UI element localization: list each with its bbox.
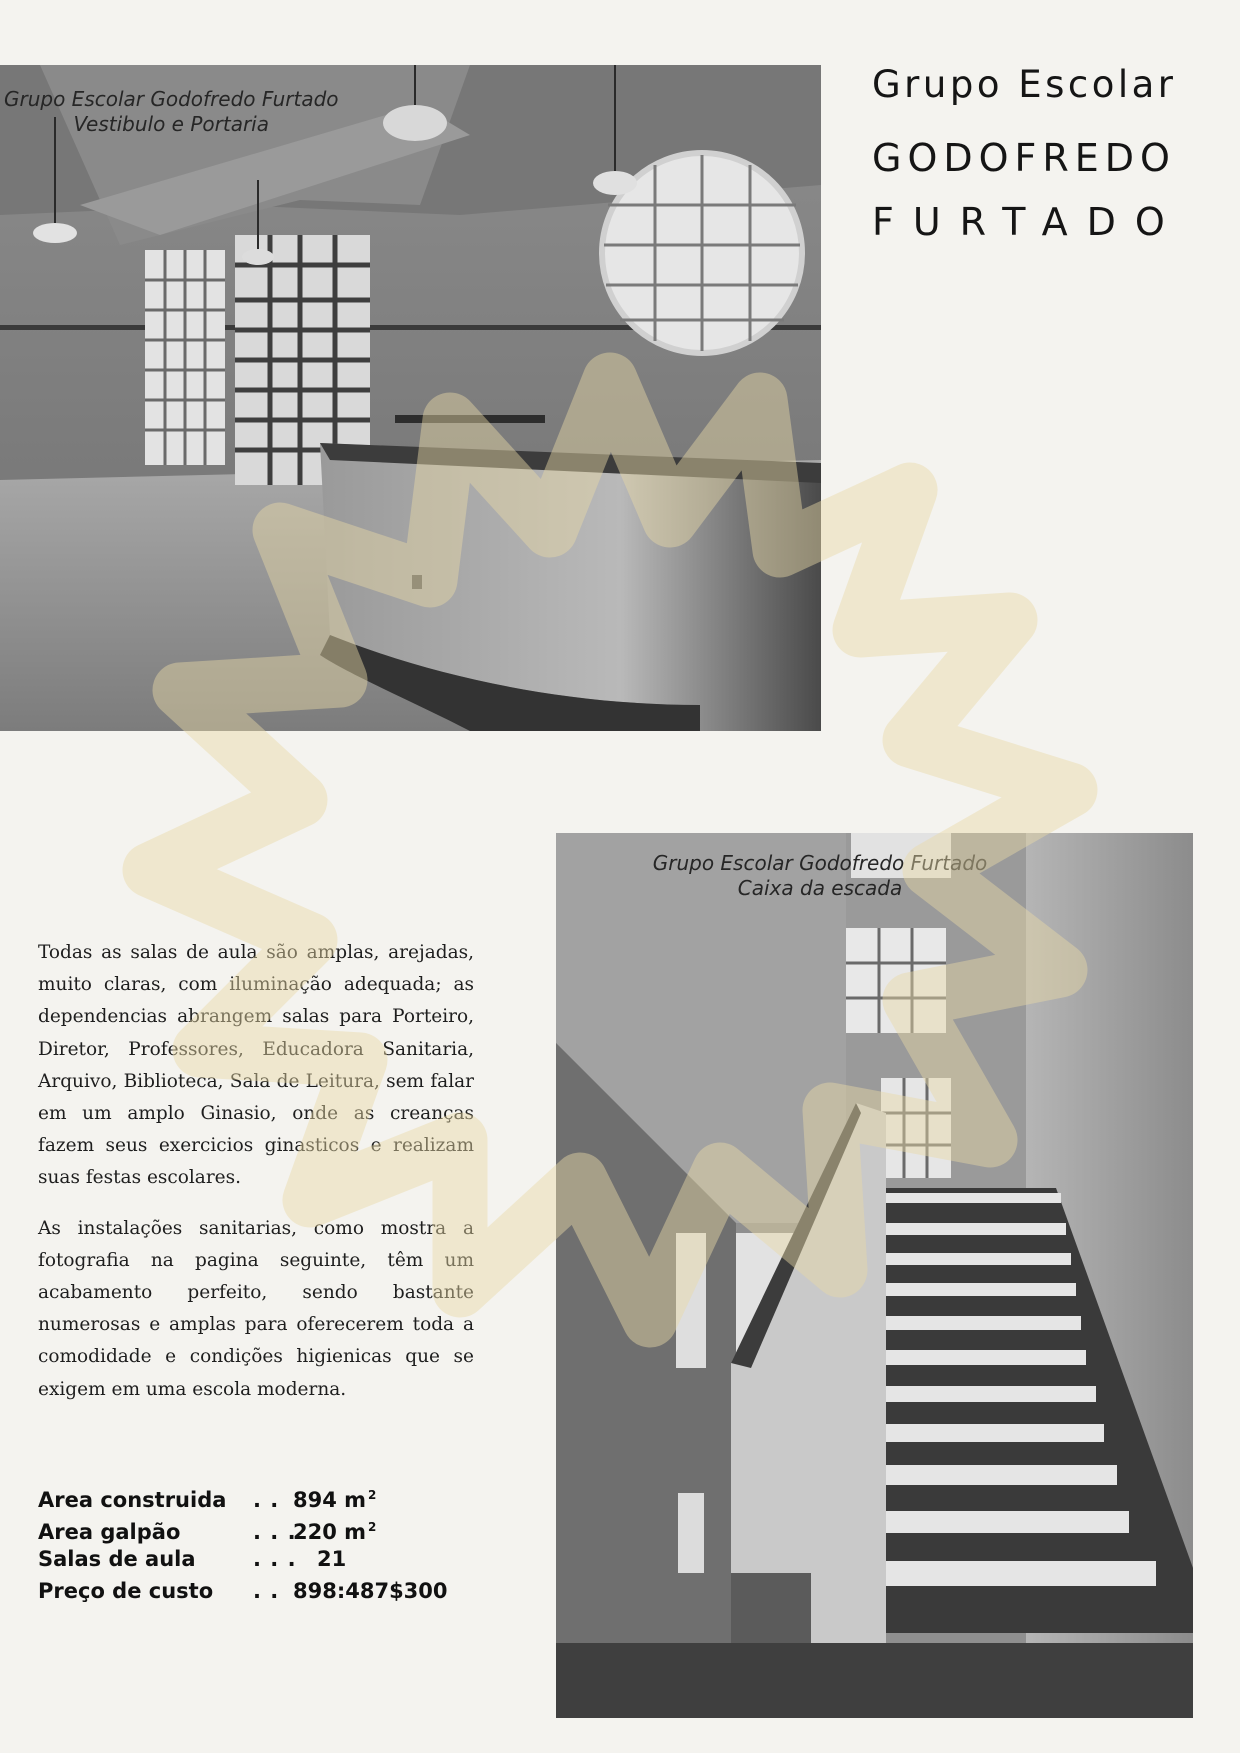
- paragraph-1: Todas as salas de aula são amplas, arejadas, muito claras, com iluminação adequada; as dependencias abrangem salas para Porteiro, Diretor, Professores, Educadora Sanitaria, Arquivo, Biblioteca, Sala de Leitura, sem falar em um amplo Ginasio, onde as creanças fazem seus exercicios ginasticos e realizam suas festas escolares.: [38, 942, 474, 1189]
- stat-unit-sup: 2: [368, 1488, 377, 1502]
- stat-value-text: 21: [317, 1547, 347, 1571]
- stat-value-text: 894 m: [293, 1488, 367, 1512]
- stat-row-salas-de-aula: [38, 1543, 478, 1575]
- stats-table: [38, 1479, 478, 1607]
- stat-label: Area construida: [38, 1488, 227, 1512]
- photo-caixa-da-escada: [556, 833, 1193, 1718]
- stat-value: [293, 1543, 478, 1575]
- photo-top-caption: [4, 87, 339, 137]
- stat-dots: . .: [253, 1488, 280, 1512]
- stat-row-preco-de-custo: [38, 1575, 478, 1607]
- body-text: [38, 937, 474, 1424]
- stat-label: Preço de custo: [38, 1579, 214, 1603]
- stat-label: Area galpão: [38, 1520, 181, 1544]
- stat-row-area-construida: [38, 1479, 478, 1511]
- staircase-illustration: [556, 833, 1193, 1718]
- page-title: [872, 56, 1192, 254]
- title-line-3: FURTADO: [872, 200, 1184, 244]
- stat-dots: . . .: [253, 1547, 297, 1571]
- title-line-1: Grupo Escolar: [872, 63, 1177, 106]
- stat-value: [293, 1575, 478, 1607]
- stat-value-text: 220 m: [293, 1520, 367, 1544]
- vestibule-illustration: [0, 65, 821, 731]
- caption-line-1: Grupo Escolar Godofredo Furtado: [652, 851, 988, 875]
- stat-row-area-galpao: [38, 1511, 478, 1543]
- title-line-2: GODOFREDO: [872, 136, 1176, 180]
- caption-line-1: Grupo Escolar Godofredo Furtado: [4, 87, 339, 111]
- caption-line-2: Caixa da escada: [737, 876, 903, 900]
- stat-unit-sup: 2: [368, 1520, 377, 1534]
- stat-value-text: 898:487$300: [293, 1579, 448, 1603]
- stat-dots: . . .: [253, 1520, 297, 1544]
- caption-line-2: Vestibulo e Portaria: [73, 112, 269, 136]
- photo-bottom-caption: [620, 851, 1020, 901]
- stat-dots: . .: [253, 1579, 280, 1603]
- photo-vestibulo-portaria: [0, 65, 821, 731]
- stat-label: Salas de aula: [38, 1547, 196, 1571]
- paragraph-2: As instalações sanitarias, como mostra a fotografia na pagina seguinte, têm um acabamento perfeito, sendo bastante numerosas e amplas para oferecerem toda a comodidade e condições higienicas que se exigem em uma escola moderna.: [38, 1217, 474, 1400]
